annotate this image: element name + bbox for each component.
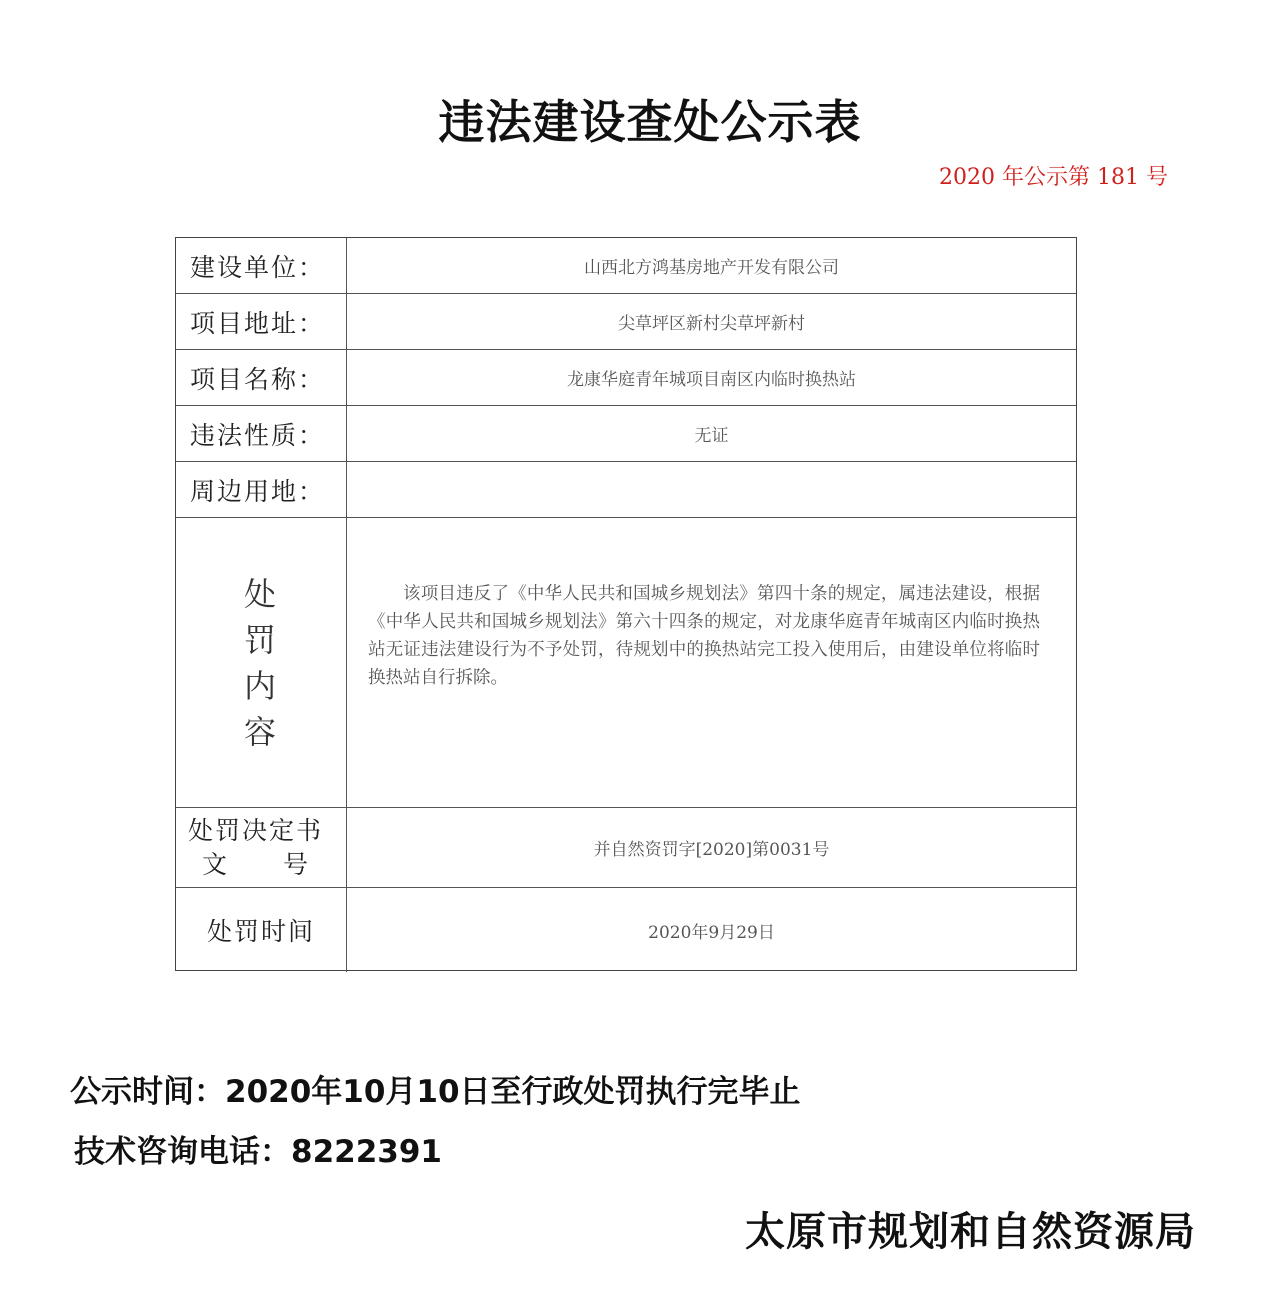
value-project-name: 龙康华庭青年城项目南区内临时换热站 [567, 370, 856, 390]
label-surrounding-land: 周边用地： [176, 462, 347, 517]
row-surrounding-land [176, 462, 1076, 518]
row-decision-number [176, 808, 1076, 888]
label-char: 内 [243, 666, 278, 705]
document-title: 违法建设查处公示表 [438, 95, 862, 149]
value-construction-unit: 山西北方鸿基房地产开发有限公司 [584, 258, 839, 278]
notice-number: 2020 年公示第 181 号 [939, 165, 1168, 190]
label-construction-unit: 建设单位： [176, 238, 347, 293]
label-decision-number [176, 808, 347, 887]
label-decision-line1: 处罚决定书 [188, 815, 324, 845]
label-project-name: 项目名称： [176, 350, 347, 405]
publicity-period: 公示时间：2020年10月10日至行政处罚执行完毕止 [70, 1074, 801, 1110]
row-project-name [176, 350, 1076, 406]
row-project-address [176, 294, 1076, 350]
label-penalty-time: 处罚时间 [176, 888, 347, 972]
value-decision-number: 并自然资罚字[2020]第0031号 [593, 840, 830, 860]
row-penalty-time [176, 888, 1076, 972]
label-char: 处 [243, 574, 278, 613]
label-project-address: 项目地址： [176, 294, 347, 349]
value-violation-nature: 无证 [694, 426, 729, 446]
value-penalty-content: 该项目违反了《中华人民共和国城乡规划法》第四十条的规定，属违法建设，根据《中华人民共和国城乡规划法》第六十四条的规定，对龙康华庭青年城南区内临时换热站无证违法建设行为不予处罚，待规划中的换热站完工投入使用后，由建设单位将临时换热站自行拆除。 [368, 584, 1040, 688]
row-construction-unit [176, 238, 1076, 294]
consult-phone: 技术咨询电话：8222391 [74, 1134, 442, 1170]
issuer-name: 太原市规划和自然资源局 [745, 1208, 1196, 1255]
value-surrounding-land [347, 462, 1076, 517]
value-project-address: 尖草坪区新村尖草坪新村 [618, 314, 805, 334]
label-violation-nature: 违法性质： [176, 406, 347, 461]
value-penalty-time: 2020年9月29日 [648, 922, 775, 943]
row-penalty-content [176, 518, 1076, 808]
label-penalty-content [176, 518, 347, 807]
penalty-table [175, 237, 1077, 971]
label-char: 容 [243, 712, 278, 751]
label-decision-line2: 文 号 [202, 849, 311, 879]
label-char: 罚 [243, 620, 278, 659]
row-violation-nature [176, 406, 1076, 462]
